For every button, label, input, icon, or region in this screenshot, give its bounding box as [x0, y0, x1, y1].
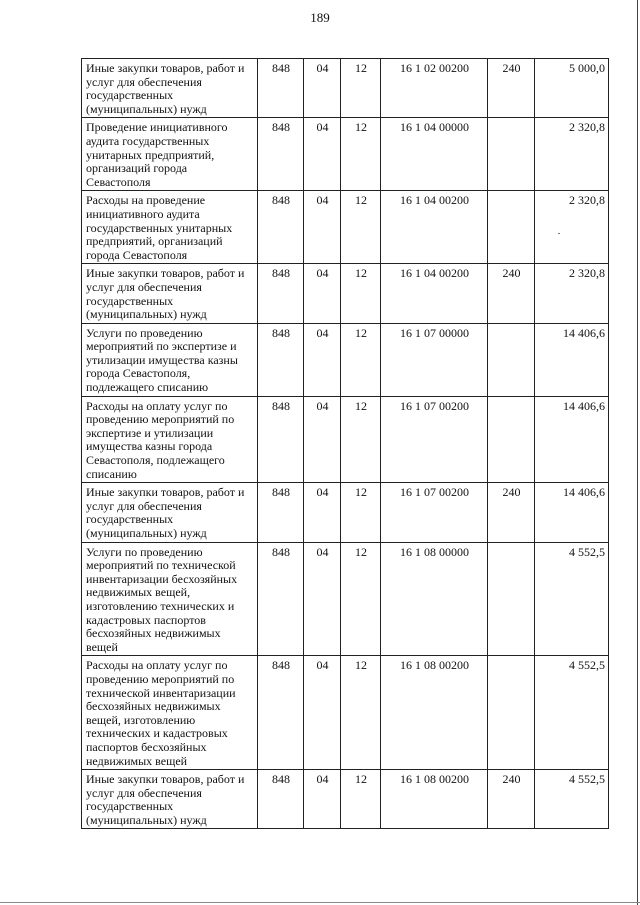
cell-name: Расходы на проведение инициативного аудита государственных унитарных предприятий, организаций города Севастополя: [82, 191, 258, 264]
cell-amount: 14 406,6: [535, 483, 609, 542]
cell-amount: 4 552,5: [535, 656, 609, 770]
table-row: [82, 396, 609, 483]
cell-expense-type: 240: [488, 770, 535, 829]
table-row: [82, 118, 609, 191]
cell-expense-type: [488, 656, 535, 770]
cell-amount: 4 552,5: [535, 770, 609, 829]
cell-amount: 2 320,8: [535, 118, 609, 191]
cell-name: Иные закупки товаров, работ и услуг для обеспечения государственных (муниципальных) нужд: [82, 483, 258, 542]
table-body: [82, 59, 609, 829]
cell-target-article: 16 1 07 00000: [381, 323, 488, 396]
cell-section: 04: [304, 542, 341, 656]
table-row: [82, 542, 609, 656]
cell-grbs: 848: [258, 396, 304, 483]
cell-target-article: 16 1 08 00000: [381, 542, 488, 656]
cell-target-article: 16 1 02 00200: [381, 59, 488, 118]
page-number: 189: [310, 10, 330, 25]
table-row: [82, 191, 609, 264]
cell-name: Расходы на оплату услуг по проведению мероприятий по экспертизе и утилизации имущества казны города Севастополя, подлежащего списанию: [82, 396, 258, 483]
cell-grbs: 848: [258, 656, 304, 770]
cell-grbs: 848: [258, 264, 304, 323]
table-row: [82, 59, 609, 118]
cell-section: 04: [304, 483, 341, 542]
scan-edge-bottom: [0, 902, 640, 903]
table-row: [82, 264, 609, 323]
cell-name: Услуги по проведению мероприятий по технической инвентаризации бесхозяйных недвижимых вещей, изготовлению технических и кадастровых паспортов бесхозяйных недвижимых вещей: [82, 542, 258, 656]
cell-target-article: 16 1 08 00200: [381, 656, 488, 770]
cell-expense-type: 240: [488, 483, 535, 542]
cell-grbs: 848: [258, 770, 304, 829]
cell-expense-type: 240: [488, 264, 535, 323]
table-row: [82, 770, 609, 829]
cell-target-article: 16 1 07 00200: [381, 396, 488, 483]
budget-table: [81, 58, 609, 829]
cell-name: Иные закупки товаров, работ и услуг для обеспечения государственных (муниципальных) нужд: [82, 770, 258, 829]
table-row: [82, 656, 609, 770]
cell-section: 04: [304, 191, 341, 264]
cell-section: 04: [304, 323, 341, 396]
cell-name: Иные закупки товаров, работ и услуг для обеспечения государственных (муниципальных) нужд: [82, 264, 258, 323]
cell-subsection: 12: [341, 264, 381, 323]
table-row: [82, 323, 609, 396]
scan-edge-right: [637, 0, 638, 905]
cell-target-article: 16 1 04 00000: [381, 118, 488, 191]
cell-target-article: 16 1 08 00200: [381, 770, 488, 829]
cell-section: 04: [304, 118, 341, 191]
cell-name: Проведение инициативного аудита государственных унитарных предприятий, организаций города Севастополя: [82, 118, 258, 191]
cell-grbs: 848: [258, 118, 304, 191]
cell-name: Услуги по проведению мероприятий по экспертизе и утилизации имущества казны города Севастополя, подлежащего списанию: [82, 323, 258, 396]
cell-name: Иные закупки товаров, работ и услуг для обеспечения государственных (муниципальных) нужд: [82, 59, 258, 118]
cell-target-article: 16 1 04 00200: [381, 264, 488, 323]
cell-expense-type: [488, 323, 535, 396]
cell-expense-type: 240: [488, 59, 535, 118]
cell-amount: 2 320,8: [535, 191, 609, 264]
cell-grbs: 848: [258, 483, 304, 542]
cell-expense-type: [488, 542, 535, 656]
cell-subsection: 12: [341, 770, 381, 829]
cell-amount: 2 320,8: [535, 264, 609, 323]
cell-subsection: 12: [341, 323, 381, 396]
cell-subsection: 12: [341, 59, 381, 118]
cell-subsection: 12: [341, 396, 381, 483]
cell-subsection: 12: [341, 191, 381, 264]
cell-grbs: 848: [258, 323, 304, 396]
cell-subsection: 12: [341, 118, 381, 191]
table-row: [82, 483, 609, 542]
cell-subsection: 12: [341, 656, 381, 770]
scan-speck: [558, 233, 560, 234]
cell-target-article: 16 1 07 00200: [381, 483, 488, 542]
cell-target-article: 16 1 04 00200: [381, 191, 488, 264]
cell-section: 04: [304, 770, 341, 829]
cell-section: 04: [304, 264, 341, 323]
cell-amount: 5 000,0: [535, 59, 609, 118]
cell-amount: 4 552,5: [535, 542, 609, 656]
cell-expense-type: [488, 118, 535, 191]
cell-amount: 14 406,6: [535, 323, 609, 396]
cell-grbs: 848: [258, 59, 304, 118]
cell-name: Расходы на оплату услуг по проведению мероприятий по технической инвентаризации бесхозяйных недвижимых вещей, изготовлению технических и кадастровых паспортов бесхозяйных недвижимых вещей: [82, 656, 258, 770]
cell-grbs: 848: [258, 191, 304, 264]
cell-grbs: 848: [258, 542, 304, 656]
cell-expense-type: [488, 191, 535, 264]
cell-amount: 14 406,6: [535, 396, 609, 483]
cell-expense-type: [488, 396, 535, 483]
cell-subsection: 12: [341, 483, 381, 542]
cell-section: 04: [304, 396, 341, 483]
cell-subsection: 12: [341, 542, 381, 656]
cell-section: 04: [304, 656, 341, 770]
cell-section: 04: [304, 59, 341, 118]
